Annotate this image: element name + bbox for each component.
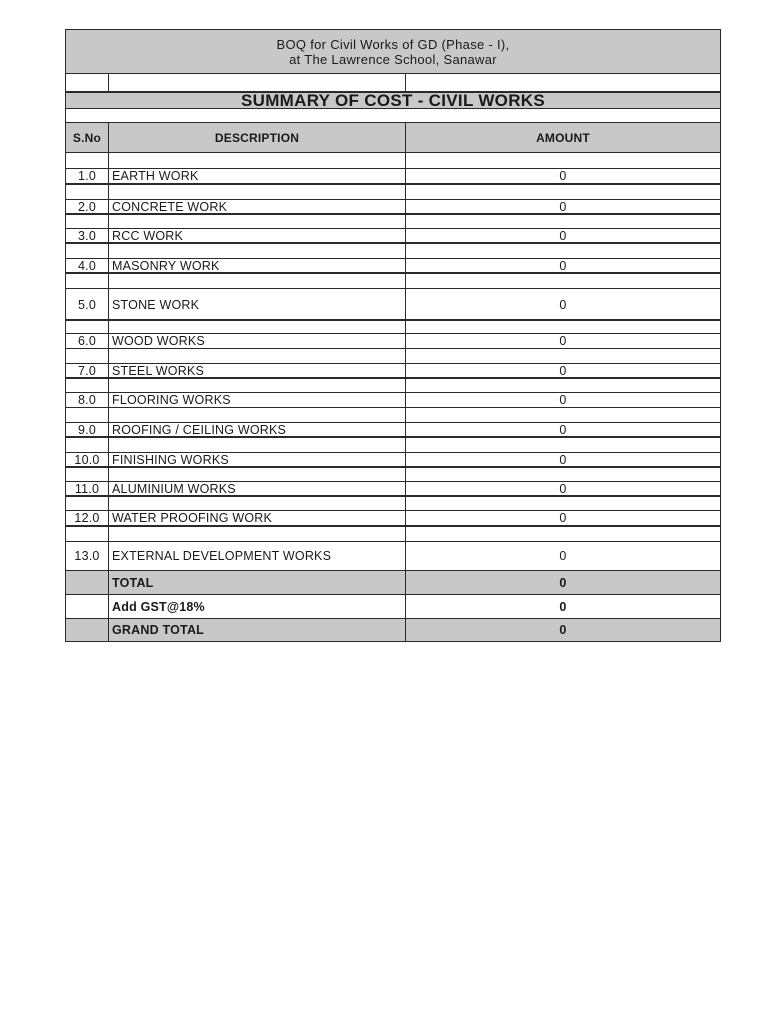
row-description: ROOFING / CEILING WORKS (108, 422, 406, 437)
blank-cell (405, 273, 721, 289)
row-amount: 0 (405, 392, 721, 408)
blank-cell (108, 467, 406, 482)
blank-cell (405, 467, 721, 482)
row-description: EARTH WORK (108, 168, 406, 184)
blank-cell (405, 526, 721, 542)
blank-cell (65, 273, 109, 289)
blank-cell (108, 437, 406, 453)
row-amount: 0 (405, 333, 721, 349)
blank-cell (108, 152, 406, 169)
total-row-label: TOTAL (108, 570, 406, 595)
blank-cell (65, 73, 109, 92)
column-header-sno: S.No (65, 122, 109, 153)
blank-cell (405, 243, 721, 259)
blank-cell (65, 319, 109, 334)
row-sno: 4.0 (65, 258, 109, 273)
row-description: WATER PROOFING WORK (108, 510, 406, 526)
blank-cell (405, 437, 721, 453)
total-row-label: Add GST@18% (108, 594, 406, 619)
blank-cell (108, 496, 406, 511)
row-amount: 0 (405, 510, 721, 526)
summary-title: SUMMARY OF COST - CIVIL WORKS (65, 91, 721, 109)
blank-cell (405, 73, 721, 92)
row-description: STONE WORK (108, 288, 406, 321)
row-sno: 1.0 (65, 168, 109, 184)
row-sno: 10.0 (65, 452, 109, 467)
total-row-blank (65, 570, 109, 595)
blank-cell (65, 108, 721, 123)
row-sno: 6.0 (65, 333, 109, 349)
blank-cell (405, 152, 721, 169)
blank-cell (108, 407, 406, 423)
row-sno: 2.0 (65, 199, 109, 214)
document-title-line-2: at The Lawrence School, Sanawar (289, 51, 497, 67)
blank-cell (405, 214, 721, 229)
row-sno: 8.0 (65, 392, 109, 408)
row-description: MASONRY WORK (108, 258, 406, 273)
row-description: RCC WORK (108, 228, 406, 243)
blank-cell (405, 319, 721, 334)
blank-cell (65, 348, 109, 364)
blank-cell (65, 496, 109, 511)
total-row-blank (65, 594, 109, 619)
blank-cell (108, 526, 406, 542)
blank-cell (108, 348, 406, 364)
blank-cell (108, 273, 406, 289)
blank-cell (405, 184, 721, 200)
row-sno: 3.0 (65, 228, 109, 243)
blank-cell (65, 407, 109, 423)
column-header-description: DESCRIPTION (108, 122, 406, 153)
row-description: STEEL WORKS (108, 363, 406, 378)
blank-cell (65, 152, 109, 169)
blank-cell (65, 437, 109, 453)
row-sno: 5.0 (65, 288, 109, 321)
row-amount: 0 (405, 168, 721, 184)
document-title-block (65, 29, 721, 74)
row-amount: 0 (405, 288, 721, 321)
blank-cell (108, 214, 406, 229)
blank-cell (108, 243, 406, 259)
row-sno: 12.0 (65, 510, 109, 526)
row-sno: 7.0 (65, 363, 109, 378)
row-sno: 11.0 (65, 481, 109, 496)
row-description: CONCRETE WORK (108, 199, 406, 214)
column-header-amount: AMOUNT (405, 122, 721, 153)
blank-cell (108, 73, 406, 92)
row-amount: 0 (405, 228, 721, 243)
row-amount: 0 (405, 363, 721, 378)
row-amount: 0 (405, 481, 721, 496)
blank-cell (65, 467, 109, 482)
blank-cell (405, 348, 721, 364)
row-description: EXTERNAL DEVELOPMENT WORKS (108, 541, 406, 571)
total-row-label: GRAND TOTAL (108, 618, 406, 642)
row-description: ALUMINIUM WORKS (108, 481, 406, 496)
row-amount: 0 (405, 452, 721, 467)
total-row-amount: 0 (405, 594, 721, 619)
blank-cell (405, 378, 721, 393)
row-amount: 0 (405, 422, 721, 437)
row-description: FINISHING WORKS (108, 452, 406, 467)
document-title-line-1: BOQ for Civil Works of GD (Phase - I), (276, 36, 510, 52)
row-amount: 0 (405, 258, 721, 273)
blank-cell (65, 184, 109, 200)
total-row-amount: 0 (405, 570, 721, 595)
blank-cell (405, 496, 721, 511)
blank-cell (65, 378, 109, 393)
blank-cell (108, 184, 406, 200)
row-amount: 0 (405, 541, 721, 571)
row-amount: 0 (405, 199, 721, 214)
blank-cell (108, 378, 406, 393)
blank-cell (405, 407, 721, 423)
total-row-blank (65, 618, 109, 642)
row-sno: 13.0 (65, 541, 109, 571)
row-sno: 9.0 (65, 422, 109, 437)
row-description: WOOD WORKS (108, 333, 406, 349)
blank-cell (65, 214, 109, 229)
blank-cell (108, 319, 406, 334)
total-row-amount: 0 (405, 618, 721, 642)
row-description: FLOORING WORKS (108, 392, 406, 408)
blank-cell (65, 243, 109, 259)
blank-cell (65, 526, 109, 542)
